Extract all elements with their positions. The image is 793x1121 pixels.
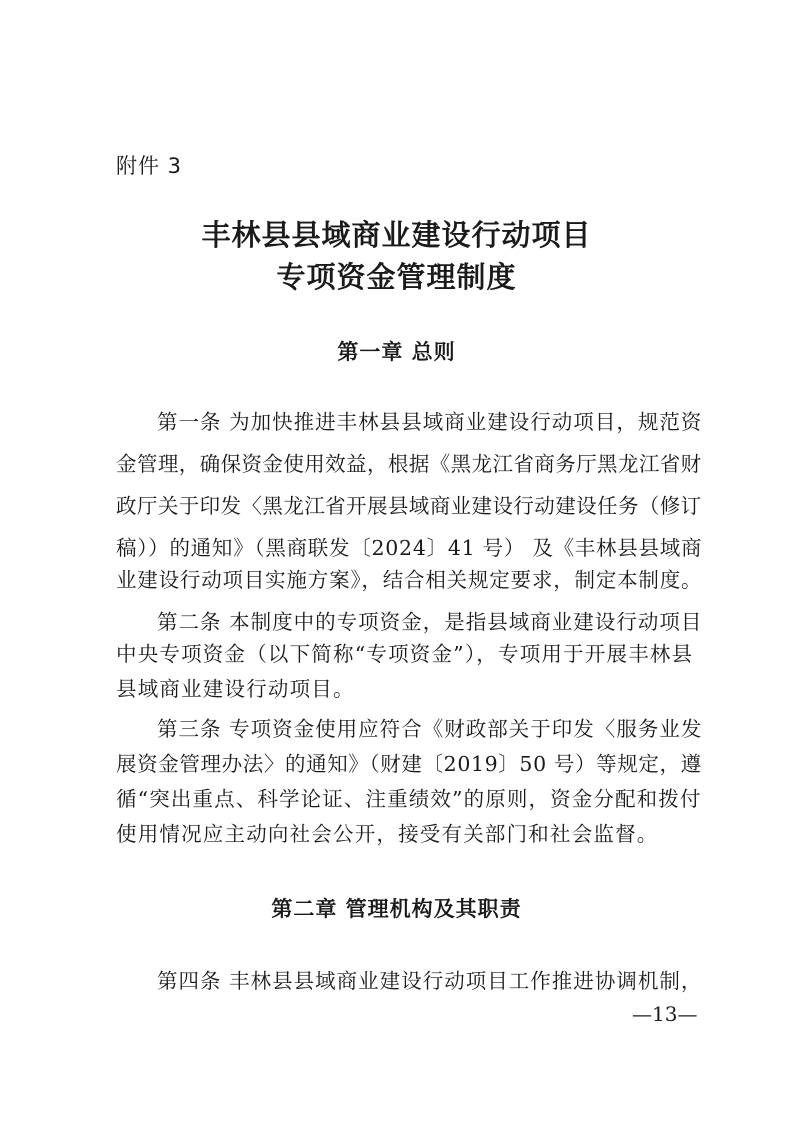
paragraph-line: 县域商业建设行动项目。 bbox=[116, 677, 355, 701]
chapter-2-heading: 第二章 管理机构及其职责 bbox=[271, 897, 522, 921]
document-title-line-2: 专项资金管理制度 bbox=[276, 260, 517, 294]
paragraph-line: 中央专项资金（以下简称“专项资金”），专项用于开展丰林县 bbox=[116, 642, 694, 666]
paragraph-line: 循“突出重点、科学论证、注重绩效”的原则，资金分配和拨付 bbox=[116, 787, 702, 811]
paragraph-line: 业建设行动项目实施方案》，结合相关规定要求，制定本制度。 bbox=[116, 568, 703, 592]
paragraph-line: 第一条 为加快推进丰林县县域商业建设行动项目，规范资 bbox=[157, 410, 703, 434]
paragraph-line: 第四条 丰林县县域商业建设行动项目工作推进协调机制， bbox=[157, 969, 703, 993]
paragraph-line: 使用情况应主动向社会公开，接受有关部门和社会监督。 bbox=[116, 822, 659, 846]
chapter-1-heading: 第一章 总则 bbox=[337, 340, 456, 364]
paragraph-line: 政厅关于印发〈黑龙江省开展县域商业建设行动建设任务（修订 bbox=[116, 494, 702, 518]
attachment-label: 附件 3 bbox=[116, 154, 183, 178]
paragraph-line: 稿））的通知》（黑商联发〔2024〕41 号） 及《丰林县县域商 bbox=[116, 536, 703, 560]
paragraph-line: 第二条 本制度中的专项资金，是指县域商业建设行动项目 bbox=[157, 610, 703, 634]
paragraph-line: 金管理，确保资金使用效益，根据《黑龙江省商务厅黑龙江省财 bbox=[116, 452, 702, 476]
document-title-line-1: 丰林县县域商业建设行动项目 bbox=[201, 218, 592, 252]
paragraph-line: 第三条 专项资金使用应符合《财政部关于印发〈服务业发 bbox=[157, 717, 703, 741]
page-number: —13— bbox=[632, 1002, 698, 1026]
paragraph-line: 展资金管理办法〉的通知》（财建〔2019〕50 号）等规定，遵 bbox=[116, 752, 702, 776]
